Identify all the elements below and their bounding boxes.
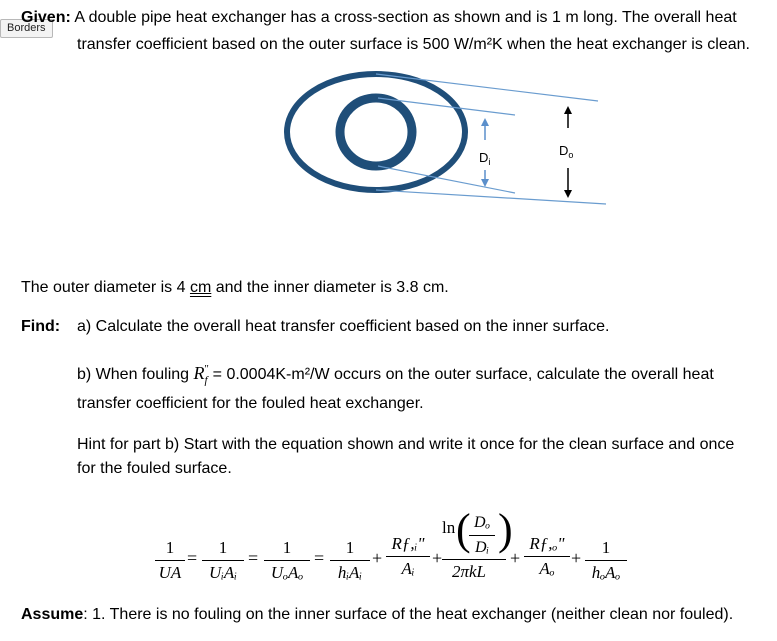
diameter-text-pre: The outer diameter is 4 [21, 279, 190, 296]
diameter-statement [21, 279, 449, 297]
assume-label: Assume [21, 606, 84, 623]
find-a-text: a) Calculate the overall heat transfer coefficient based on the inner surface. [77, 318, 610, 335]
assume-line [21, 606, 733, 624]
assume-text: : 1. There is no fouling on the inner surface of the heat exchanger (neither clean nor fouled). [83, 606, 734, 623]
given-line-1 [21, 9, 737, 27]
do-arrow-up-head [564, 106, 572, 114]
given-text-1: A double pipe heat exchanger has a cross-section as shown and is 1 m long. The overall heat [74, 9, 737, 26]
frac-1-ua: 1 UA [155, 537, 185, 584]
diameter-unit: cm [189, 279, 212, 296]
frac-1-uoao: 1 UₒAₒ [264, 537, 310, 584]
frac-1-hiai: 1 hᵢAᵢ [330, 537, 370, 584]
di-arrow-down-head [481, 179, 489, 187]
frac-1-uiai: 1 UᵢAᵢ [202, 537, 244, 584]
diameter-text-post: and the inner diameter is 3.8 cm. [211, 279, 449, 296]
plus-sign-4: + [571, 548, 582, 568]
plus-sign-3: + [510, 548, 521, 568]
fouling-symbol: $R_f^"$ [193, 363, 209, 387]
find-line-a [21, 318, 60, 336]
hint-line-2: for the fouled surface. [77, 460, 232, 477]
frac-rfo-ao: Rƒ,ₒ" Aₒ [524, 533, 570, 580]
do-label: $D_o$ [559, 143, 574, 160]
find-b-line-2: transfer coefficient for the fouled heat exchanger. [77, 395, 424, 412]
eq-sign-2: = [248, 548, 259, 568]
find-b-pre: b) When fouling [77, 366, 194, 383]
plus-sign-2: + [432, 548, 443, 568]
frac-rfi-ai: Rƒ,ᵢ" Aᵢ [386, 533, 430, 580]
borders-button[interactable]: Borders [0, 19, 53, 38]
given-text-2: transfer coefficient based on the outer surface is 500 W/m²K when the heat exchanger is clean. [77, 36, 750, 53]
di-arrow-up-head [481, 118, 489, 126]
find-b-post: = 0.0004K-m²/W occurs on the outer surface, calculate the overall heat [208, 366, 714, 383]
cross-section-diagram [260, 70, 620, 250]
hint-line-1: Hint for part b) Start with the equation shown and write it once for the clean surface and once [77, 436, 735, 453]
do-over-di: Dₒ Dᵢ [469, 512, 495, 559]
find-label: Find: [21, 318, 61, 335]
eq-sign-3: = [314, 548, 325, 568]
plus-sign-1: + [372, 548, 383, 568]
eq-sign-1: = [187, 548, 198, 568]
find-b-line-1 [77, 363, 714, 387]
frac-1-hoao: 1 hₒAₒ [585, 537, 627, 584]
do-arrow-down-head [564, 190, 572, 198]
do-bottom-line [376, 190, 606, 204]
di-label: $D_i$ [479, 150, 491, 167]
given-label: Given: [21, 9, 71, 26]
ln-label: ln [442, 518, 456, 537]
inner-pipe-ring [340, 98, 412, 166]
two-pi-kl: 2πkL [452, 562, 487, 581]
